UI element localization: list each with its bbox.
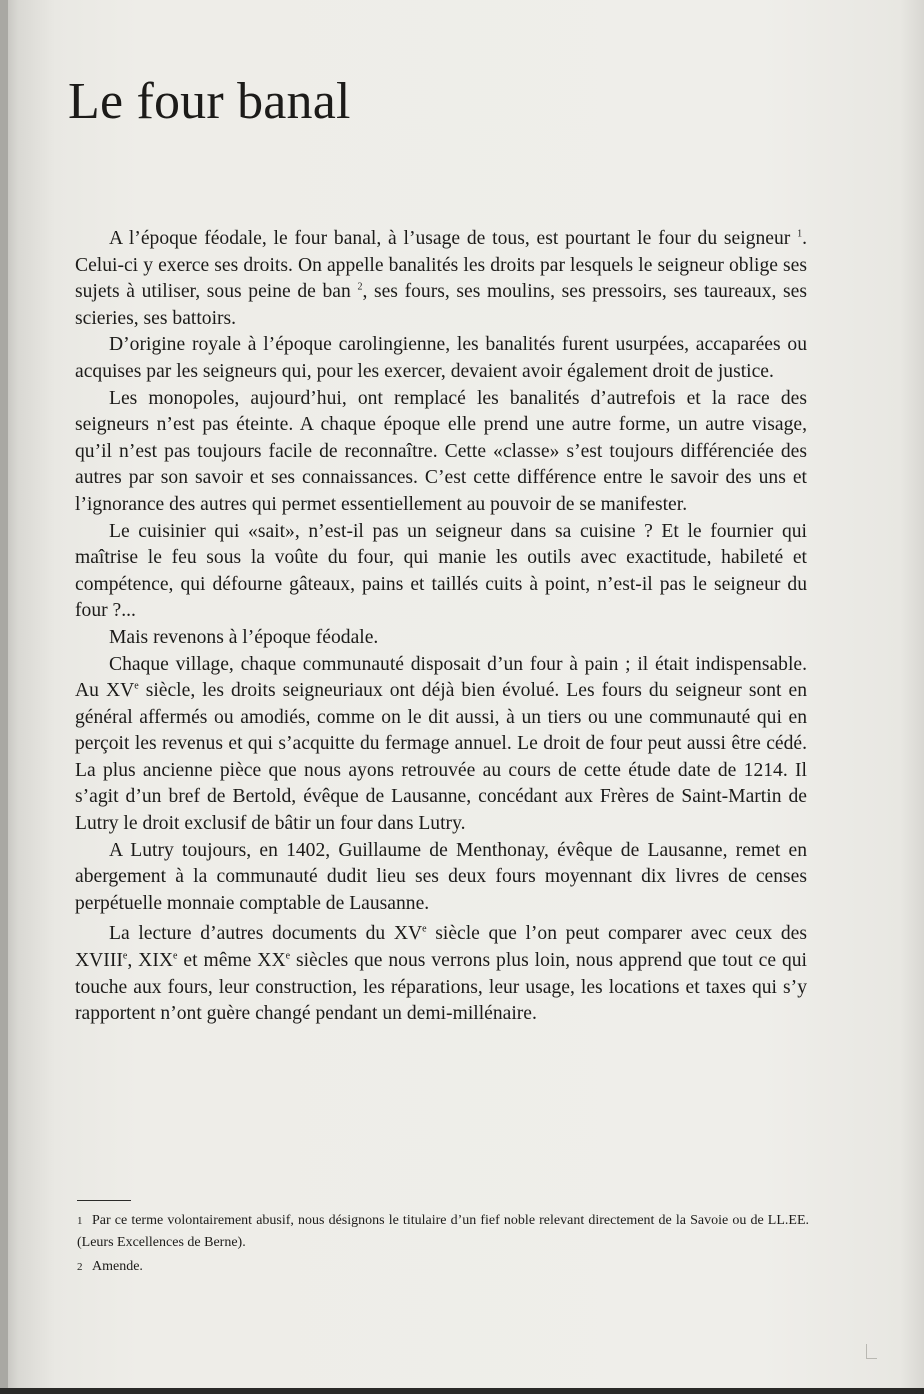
paragraph-1-text-b: . Celui-ci y exerce ses droits. On appelle banalités les droits par lesquels le seigneur oblige ses sujets à utiliser, sous peine de ban	[75, 228, 807, 303]
footnote-1	[77, 1210, 809, 1253]
paragraph-1	[75, 226, 807, 332]
page-title: Le four banal	[68, 73, 351, 130]
footnote-text: Amende.	[92, 1259, 143, 1274]
paragraph-3: Les monopoles, aujourd’hui, ont remplacé les banalités d’autrefois et la race des seigneurs n’est pas éteinte. A chaque époque elle prend une autre forme, un autre visage, qu’il n’est pas toujours facile de reconnaître. Cette «classe» s’est toujours différenciée des autres par son savoir et ses connaissances. C’est cette différence entre le savoir des uns et l’ignorance des autres qui permet essentiellement au pouvoir de se manifester.	[75, 387, 807, 515]
paragraph-1-text-a: A l’époque féodale, le four banal, à l’usage de tous, est pourtant le four du seigneur	[109, 228, 798, 249]
century-exponent: e	[285, 950, 291, 962]
century-exponent: e	[173, 950, 178, 962]
century-exponent: e	[134, 680, 139, 692]
footnote-number: 1	[77, 1215, 83, 1227]
century-exponent: e	[422, 923, 427, 935]
paragraph-8-text-d: et même XX	[177, 950, 286, 972]
footnote-2	[77, 1256, 809, 1278]
footnote-ref-2[interactable]: 2	[357, 281, 363, 293]
footnote-separator	[77, 1200, 131, 1201]
paragraph-5: Mais revenons à l’époque féodale.	[109, 626, 379, 648]
paragraph-6-text-a: Chaque village, chaque communauté disposait d’un four à pain ; il était indispensable. Au XV	[75, 653, 807, 702]
page-bottom-edge	[0, 1388, 924, 1394]
paragraph-6	[75, 652, 807, 838]
footnotes	[77, 1210, 809, 1281]
page-corner-mark	[866, 1344, 877, 1359]
main-text	[75, 226, 807, 1028]
paragraph-7: A Lutry toujours, en 1402, Guillaume de Menthonay, évêque de Lausanne, remet en abergement à la communauté dudit lieu ses deux fours moyennant dix livres de censes perpétuelle monnaie comptable de Lausanne.	[75, 839, 807, 914]
footnote-ref-1[interactable]: 1	[797, 228, 803, 240]
paragraph-1-text-c: , ses fours, ses moulins, ses pressoirs, ses taureaux, ses scieries, ses battoirs.	[75, 281, 807, 329]
paragraph-8-text-b: siècle que l’on peut comparer avec ceux des XVIII	[75, 923, 807, 972]
century-exponent: e	[122, 950, 128, 962]
paragraph-6-text-b: siècle, les droits seigneuriaux ont déjà bien évolué. Les fours du seigneur sont en général affermés ou amodiés, comme on le dit aussi, à un tiers ou une communauté qui en perçoit les revenus et qui s’acquitte du fermage annuel. Le droit de four peut aussi être cédé. La plus ancienne pièce que nous ayons retrouvée au cours de cette étude date de 1214. Il s’agit d’un bref de Bertold, évêque de Lausanne, concédant aux Frères de Saint-Martin de Lutry le droit exclusif de bâtir un four dans Lutry.	[75, 680, 807, 835]
paragraph-8-text-c: , XIX	[127, 950, 173, 972]
paragraph-4: Le cuisinier qui «sait», n’est-il pas un seigneur dans sa cuisine ? Et le fournier qui maîtrise le feu sous la voûte du four, qui manie les outils avec exactitude, habileté et compétence, qui défourne gâteaux, pains et taillés cuits à point, n’est-il pas le seigneur du four ?...	[75, 520, 807, 622]
paragraph-8-text-f: siècles que nous verrons plus loin, nous apprend que tout ce qui touche aux fours, leur construction, les réparations, leur usage, les locations et taxes qui s’y rapportent n’ont guère changé pendant un demi-millénaire.	[75, 950, 807, 1025]
footnote-text: Par ce terme volontairement abusif, nous désignons le titulaire d’un fief noble relevant directement de la Savoie ou de LL.EE. (Leurs Excellences de Berne).	[77, 1213, 809, 1250]
spine-shadow	[0, 0, 8, 1394]
paragraph-2: D’origine royale à l’époque carolingienne, les banalités furent usurpées, accaparées ou acquises par les seigneurs qui, pour les exercer, devaient avoir également droit de justice.	[75, 334, 807, 382]
footnote-number: 2	[77, 1261, 83, 1273]
paragraph-8	[75, 921, 807, 1027]
paragraph-8-text-a: La lecture d’autres documents du XV	[109, 923, 423, 945]
